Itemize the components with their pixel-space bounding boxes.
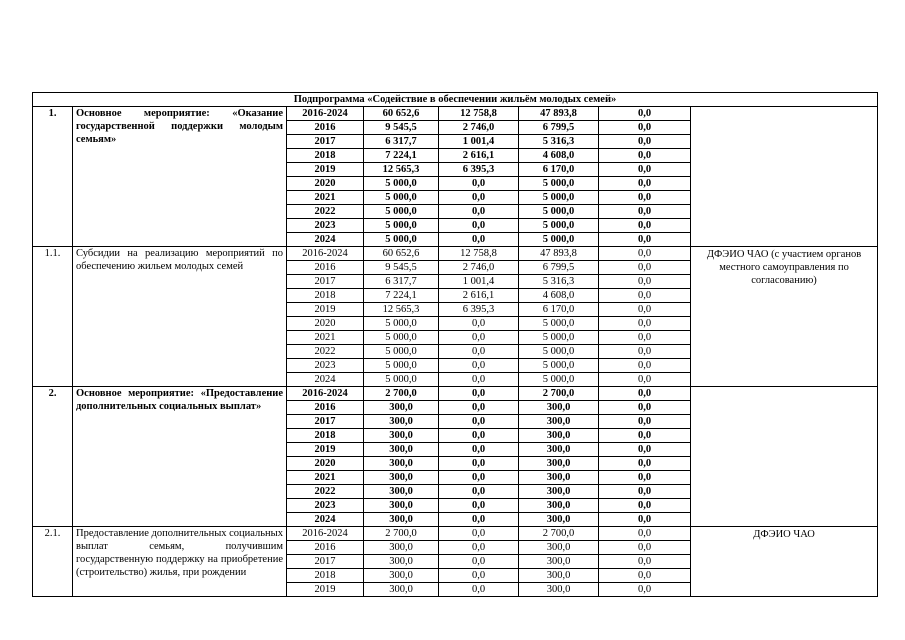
local-budget-cell: 0,0 — [599, 247, 691, 261]
federal-budget-cell: 0,0 — [439, 415, 519, 429]
local-budget-cell: 0,0 — [599, 135, 691, 149]
local-budget-cell: 0,0 — [599, 583, 691, 597]
period-cell: 2019 — [287, 583, 364, 597]
responsible-executor: ДФЭИО ЧАО — [691, 527, 878, 597]
total-cell: 7 224,1 — [364, 289, 439, 303]
total-cell: 60 652,6 — [364, 107, 439, 121]
regional-budget-cell: 6 170,0 — [519, 163, 599, 177]
responsible-executor: ДФЭИО ЧАО (с участием органов местного самоуправления по согласованию) — [691, 247, 878, 387]
federal-budget-cell: 2 616,1 — [439, 289, 519, 303]
regional-budget-cell: 5 000,0 — [519, 205, 599, 219]
federal-budget-cell: 12 758,8 — [439, 247, 519, 261]
federal-budget-cell: 0,0 — [439, 513, 519, 527]
period-cell: 2017 — [287, 135, 364, 149]
regional-budget-cell: 5 316,3 — [519, 275, 599, 289]
period-cell: 2024 — [287, 233, 364, 247]
period-cell: 2016 — [287, 541, 364, 555]
regional-budget-cell: 4 608,0 — [519, 289, 599, 303]
period-cell: 2024 — [287, 373, 364, 387]
total-cell: 2 700,0 — [364, 387, 439, 401]
item-number: 1. — [33, 107, 73, 247]
regional-budget-cell: 300,0 — [519, 499, 599, 513]
federal-budget-cell: 0,0 — [439, 233, 519, 247]
regional-budget-cell: 5 000,0 — [519, 317, 599, 331]
period-cell: 2016 — [287, 401, 364, 415]
period-cell: 2023 — [287, 359, 364, 373]
local-budget-cell: 0,0 — [599, 177, 691, 191]
period-cell: 2019 — [287, 303, 364, 317]
local-budget-cell: 0,0 — [599, 387, 691, 401]
local-budget-cell: 0,0 — [599, 317, 691, 331]
table-row — [33, 387, 878, 401]
federal-budget-cell: 1 001,4 — [439, 275, 519, 289]
period-cell: 2021 — [287, 331, 364, 345]
regional-budget-cell: 2 700,0 — [519, 387, 599, 401]
total-cell: 300,0 — [364, 583, 439, 597]
responsible-executor — [691, 387, 878, 527]
federal-budget-cell: 0,0 — [439, 541, 519, 555]
total-cell: 300,0 — [364, 485, 439, 499]
federal-budget-cell: 0,0 — [439, 569, 519, 583]
total-cell: 12 565,3 — [364, 163, 439, 177]
local-budget-cell: 0,0 — [599, 163, 691, 177]
federal-budget-cell: 0,0 — [439, 387, 519, 401]
item-description: Основное мероприятие: «Предоставление дополнительных социальных выплат» — [73, 387, 287, 527]
total-cell: 300,0 — [364, 471, 439, 485]
total-cell: 6 317,7 — [364, 135, 439, 149]
total-cell: 300,0 — [364, 457, 439, 471]
responsible-executor — [691, 107, 878, 247]
total-cell: 7 224,1 — [364, 149, 439, 163]
total-cell: 300,0 — [364, 555, 439, 569]
regional-budget-cell: 300,0 — [519, 429, 599, 443]
period-cell: 2016 — [287, 261, 364, 275]
period-cell: 2016-2024 — [287, 527, 364, 541]
table-row — [33, 527, 878, 541]
regional-budget-cell: 5 000,0 — [519, 345, 599, 359]
local-budget-cell: 0,0 — [599, 569, 691, 583]
total-cell: 300,0 — [364, 415, 439, 429]
total-cell: 5 000,0 — [364, 191, 439, 205]
total-cell: 5 000,0 — [364, 373, 439, 387]
federal-budget-cell: 0,0 — [439, 457, 519, 471]
local-budget-cell: 0,0 — [599, 205, 691, 219]
regional-budget-cell: 5 000,0 — [519, 191, 599, 205]
period-cell: 2020 — [287, 317, 364, 331]
federal-budget-cell: 6 395,3 — [439, 163, 519, 177]
table-row — [33, 107, 878, 121]
federal-budget-cell: 12 758,8 — [439, 107, 519, 121]
total-cell: 300,0 — [364, 499, 439, 513]
federal-budget-cell: 6 395,3 — [439, 303, 519, 317]
period-cell: 2019 — [287, 443, 364, 457]
period-cell: 2016-2024 — [287, 387, 364, 401]
subprogram-title: Подпрограмма «Содействие в обеспечении жильём молодых семей» — [33, 93, 878, 107]
regional-budget-cell: 300,0 — [519, 471, 599, 485]
regional-budget-cell: 5 000,0 — [519, 219, 599, 233]
item-number: 2.1. — [33, 527, 73, 597]
regional-budget-cell: 2 700,0 — [519, 527, 599, 541]
period-cell: 2016 — [287, 121, 364, 135]
local-budget-cell: 0,0 — [599, 527, 691, 541]
total-cell: 2 700,0 — [364, 527, 439, 541]
regional-budget-cell: 300,0 — [519, 513, 599, 527]
budget-table — [32, 92, 878, 597]
regional-budget-cell: 5 000,0 — [519, 331, 599, 345]
period-cell: 2024 — [287, 513, 364, 527]
table-row — [33, 247, 878, 261]
federal-budget-cell: 0,0 — [439, 205, 519, 219]
federal-budget-cell: 0,0 — [439, 177, 519, 191]
federal-budget-cell: 0,0 — [439, 219, 519, 233]
period-cell: 2021 — [287, 191, 364, 205]
total-cell: 300,0 — [364, 541, 439, 555]
period-cell: 2016-2024 — [287, 107, 364, 121]
period-cell: 2018 — [287, 149, 364, 163]
regional-budget-cell: 300,0 — [519, 415, 599, 429]
local-budget-cell: 0,0 — [599, 261, 691, 275]
total-cell: 6 317,7 — [364, 275, 439, 289]
regional-budget-cell: 300,0 — [519, 555, 599, 569]
period-cell: 2022 — [287, 485, 364, 499]
item-description: Основное мероприятие: «Оказание государственной поддержки молодым семьям» — [73, 107, 287, 247]
regional-budget-cell: 300,0 — [519, 485, 599, 499]
regional-budget-cell: 5 000,0 — [519, 177, 599, 191]
local-budget-cell: 0,0 — [599, 443, 691, 457]
total-cell: 5 000,0 — [364, 331, 439, 345]
period-cell: 2022 — [287, 205, 364, 219]
total-cell: 5 000,0 — [364, 233, 439, 247]
local-budget-cell: 0,0 — [599, 121, 691, 135]
local-budget-cell: 0,0 — [599, 499, 691, 513]
total-cell: 12 565,3 — [364, 303, 439, 317]
item-number: 2. — [33, 387, 73, 527]
regional-budget-cell: 300,0 — [519, 443, 599, 457]
local-budget-cell: 0,0 — [599, 191, 691, 205]
total-cell: 300,0 — [364, 429, 439, 443]
total-cell: 9 545,5 — [364, 261, 439, 275]
local-budget-cell: 0,0 — [599, 541, 691, 555]
regional-budget-cell: 300,0 — [519, 583, 599, 597]
period-cell: 2021 — [287, 471, 364, 485]
local-budget-cell: 0,0 — [599, 457, 691, 471]
item-description: Субсидии на реализацию мероприятий по обеспечению жильем молодых семей — [73, 247, 287, 387]
regional-budget-cell: 5 316,3 — [519, 135, 599, 149]
item-description: Предоставление дополнительных социальных выплат семьям, получившим государственную поддержку на приобретение (строительство) жилья, при рождении — [73, 527, 287, 597]
total-cell: 5 000,0 — [364, 317, 439, 331]
total-cell: 5 000,0 — [364, 345, 439, 359]
period-cell: 2017 — [287, 555, 364, 569]
local-budget-cell: 0,0 — [599, 359, 691, 373]
federal-budget-cell: 0,0 — [439, 443, 519, 457]
regional-budget-cell: 4 608,0 — [519, 149, 599, 163]
federal-budget-cell: 0,0 — [439, 555, 519, 569]
local-budget-cell: 0,0 — [599, 303, 691, 317]
regional-budget-cell: 5 000,0 — [519, 373, 599, 387]
local-budget-cell: 0,0 — [599, 107, 691, 121]
local-budget-cell: 0,0 — [599, 275, 691, 289]
local-budget-cell: 0,0 — [599, 555, 691, 569]
period-cell: 2016-2024 — [287, 247, 364, 261]
regional-budget-cell: 47 893,8 — [519, 107, 599, 121]
federal-budget-cell: 0,0 — [439, 401, 519, 415]
federal-budget-cell: 0,0 — [439, 527, 519, 541]
total-cell: 9 545,5 — [364, 121, 439, 135]
period-cell: 2019 — [287, 163, 364, 177]
total-cell: 300,0 — [364, 401, 439, 415]
federal-budget-cell: 0,0 — [439, 373, 519, 387]
regional-budget-cell: 6 170,0 — [519, 303, 599, 317]
local-budget-cell: 0,0 — [599, 513, 691, 527]
total-cell: 5 000,0 — [364, 359, 439, 373]
local-budget-cell: 0,0 — [599, 485, 691, 499]
regional-budget-cell: 300,0 — [519, 541, 599, 555]
local-budget-cell: 0,0 — [599, 373, 691, 387]
budget-table-document — [32, 92, 877, 597]
federal-budget-cell: 0,0 — [439, 191, 519, 205]
period-cell: 2022 — [287, 345, 364, 359]
period-cell: 2020 — [287, 177, 364, 191]
regional-budget-cell: 300,0 — [519, 569, 599, 583]
total-cell: 300,0 — [364, 443, 439, 457]
federal-budget-cell: 0,0 — [439, 331, 519, 345]
federal-budget-cell: 0,0 — [439, 471, 519, 485]
period-cell: 2023 — [287, 499, 364, 513]
period-cell: 2017 — [287, 275, 364, 289]
federal-budget-cell: 2 746,0 — [439, 261, 519, 275]
local-budget-cell: 0,0 — [599, 429, 691, 443]
regional-budget-cell: 5 000,0 — [519, 359, 599, 373]
total-cell: 300,0 — [364, 513, 439, 527]
total-cell: 5 000,0 — [364, 177, 439, 191]
item-number: 1.1. — [33, 247, 73, 387]
period-cell: 2018 — [287, 569, 364, 583]
local-budget-cell: 0,0 — [599, 471, 691, 485]
federal-budget-cell: 0,0 — [439, 359, 519, 373]
federal-budget-cell: 1 001,4 — [439, 135, 519, 149]
regional-budget-cell: 300,0 — [519, 401, 599, 415]
period-cell: 2017 — [287, 415, 364, 429]
total-cell: 300,0 — [364, 569, 439, 583]
federal-budget-cell: 2 746,0 — [439, 121, 519, 135]
local-budget-cell: 0,0 — [599, 233, 691, 247]
regional-budget-cell: 47 893,8 — [519, 247, 599, 261]
regional-budget-cell: 300,0 — [519, 457, 599, 471]
federal-budget-cell: 2 616,1 — [439, 149, 519, 163]
federal-budget-cell: 0,0 — [439, 485, 519, 499]
regional-budget-cell: 5 000,0 — [519, 233, 599, 247]
local-budget-cell: 0,0 — [599, 149, 691, 163]
total-cell: 60 652,6 — [364, 247, 439, 261]
regional-budget-cell: 6 799,5 — [519, 261, 599, 275]
local-budget-cell: 0,0 — [599, 289, 691, 303]
regional-budget-cell: 6 799,5 — [519, 121, 599, 135]
period-cell: 2020 — [287, 457, 364, 471]
federal-budget-cell: 0,0 — [439, 317, 519, 331]
local-budget-cell: 0,0 — [599, 415, 691, 429]
local-budget-cell: 0,0 — [599, 219, 691, 233]
total-cell: 5 000,0 — [364, 205, 439, 219]
federal-budget-cell: 0,0 — [439, 345, 519, 359]
period-cell: 2018 — [287, 429, 364, 443]
total-cell: 5 000,0 — [364, 219, 439, 233]
period-cell: 2023 — [287, 219, 364, 233]
local-budget-cell: 0,0 — [599, 401, 691, 415]
federal-budget-cell: 0,0 — [439, 499, 519, 513]
federal-budget-cell: 0,0 — [439, 429, 519, 443]
federal-budget-cell: 0,0 — [439, 583, 519, 597]
local-budget-cell: 0,0 — [599, 331, 691, 345]
local-budget-cell: 0,0 — [599, 345, 691, 359]
period-cell: 2018 — [287, 289, 364, 303]
